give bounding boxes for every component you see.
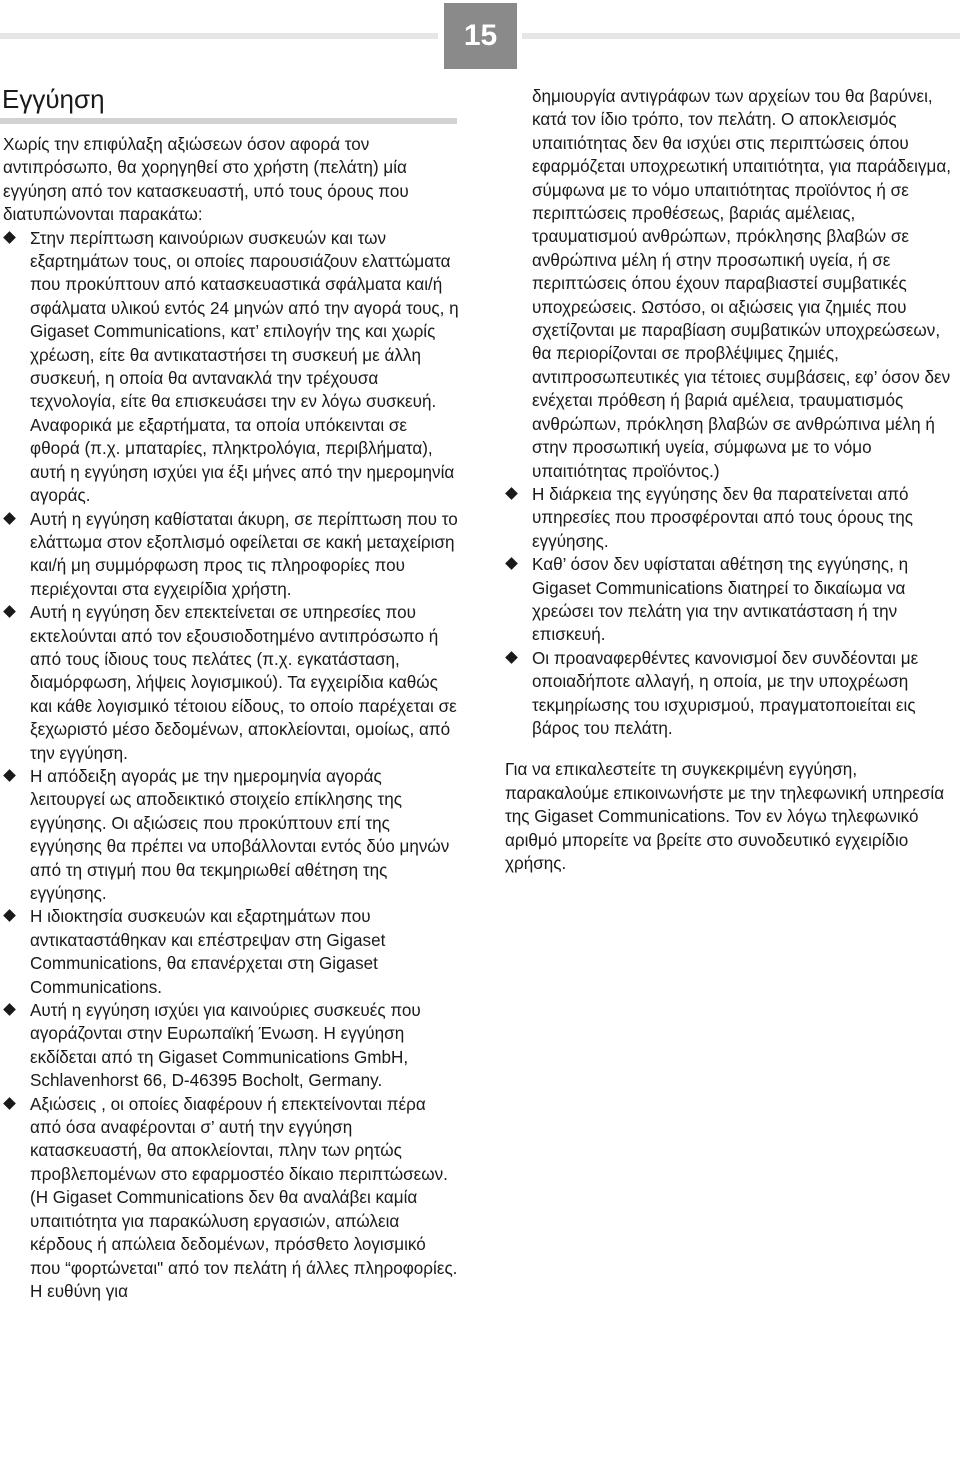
list-item-text: Καθ’ όσον δεν υφίσταται αθέτηση της εγγύησης, η Gigaset Communications διατηρεί το δικαίωμα να χρεώσει τον πελάτη για την αντικατάσταση ή την επισκευή.	[532, 555, 909, 645]
list-item	[3, 601, 459, 765]
list-item-text: Αυτή η εγγύηση ισχύει για καινούριες συσκευές που αγοράζονται στην Ευρωπαϊκή Ένωση. Η εγγύηση εκδίδεται από τη Gigaset Communications GmbH, Schlavenhorst 66, D-46395 Bocholt, Germany.	[30, 1001, 421, 1091]
list-item	[3, 905, 459, 999]
list-item	[3, 765, 459, 905]
diamond-bullet-icon	[3, 769, 16, 782]
diamond-bullet-icon	[505, 651, 518, 664]
warranty-terms-list-continued	[505, 483, 957, 740]
list-item	[505, 553, 957, 647]
diamond-bullet-icon	[505, 557, 518, 570]
list-item-text: Αυτή η εγγύηση καθίσταται άκυρη, σε περίπτωση που το ελάττωμα στον εξοπλισμό οφείλεται σε κακή μεταχείριση και/ή μη συμμόρφωση προς τις πληροφορίες που περιέχονται στα εγχειρίδια χρήστη.	[30, 509, 458, 599]
warranty-terms-list	[3, 227, 459, 1304]
list-item-text: Αξιώσεις , οι οποίες διαφέρουν ή επεκτείνονται πέρα από όσα αναφέρονται σ’ αυτή την εγγύηση κατασκευαστή, θα αποκλείονται, πλην των ρητώς προβλεπομένων στο εφαρμοστέο δίκαιο περιπτώσεων. (Η Gigaset Communications δεν θα αναλάβει καμία υπαιτιότητα για παρακώλυση εργασιών, απώλεια κέρδους ή απώλεια δεδομένων, πρόσθετο λογισμικό που “φορτώνεται" από τον πελάτη ή άλλες πληροφορίες. Η ευθύνη για	[30, 1094, 458, 1301]
list-item-text: Στην περίπτωση καινούριων συσκευών και των εξαρτημάτων τους, οι οποίες παρουσιάζουν ελαττώματα που προκύπτουν από κατασκευαστικά σφάλματα και/ή σφάλματα υλικού εντός 24 μηνών από την αγορά τους, η Gigaset Communications, κατ’ επιλογήν της και χωρίς χρέωση, είτε θα αντικαταστήσει τη συσκευή με άλλη συσκευή, η οποία θα αντανακλά την τρέχουσα τεχνολογία, είτε θα επισκευάσει την εν λόγω συσκευή. Αναφορικά με εξαρτήματα, τα οποία υπόκεινται σε φθορά (π.χ. μπαταρίες, πληκτρολόγια, περιβλήματα), αυτή η εγγύηση ισχύει για έξι μήνες από την ημερομηνία αγοράς.	[30, 228, 459, 506]
diamond-bullet-icon	[3, 605, 16, 618]
list-item	[3, 508, 459, 602]
page-number-badge	[444, 3, 517, 69]
page-number: 15	[463, 19, 498, 52]
diamond-bullet-icon	[3, 1097, 16, 1110]
list-item	[505, 483, 957, 553]
list-item	[3, 1093, 459, 1304]
list-item-text: Η ιδιοκτησία συσκευών και εξαρτημάτων που αντικαταστάθηκαν και επέστρεψαν στη Gigaset Communications, θα επανέρχεται στη Gigaset Communications.	[30, 907, 386, 997]
header-rule-right	[522, 33, 960, 39]
continued-paragraph: δημιουργία αντιγράφων των αρχείων του θα βαρύνει, κατά τον ίδιο τρόπο, τον πελάτη. Ο αποκλεισμός υπαιτιότητας δεν θα ισχύει στις περιπτώσεις όπου εφαρμόζεται υποχρεωτική υπαιτιότητα, για παράδειγμα, σύμφωνα με το νόμο υπαιτιότητας προϊόντος ή σε περιπτώσεις προθέσεως, βαριάς αμέλειας, τραυματισμού ανθρώπων, πρόκλησης βλαβών σε ανθρώπινα μέλη ή στην προσωπική υγεία, ή σε περιπτώσεις όπου έχουν παραβιαστεί συμβατικές υποχρεώσεις. Ωστόσο, οι αξιώσεις για ζημιές που σχετίζονται με παραβίαση συμβατικών υποχρεώσεων, θα περιορίζονται σε προβλέψιμες ζημιές, αντιπροσωπευτικές για τέτοιες συμβάσεις, εφ’ όσον δεν ενέχεται πρόθεση ή βαριά αμέλεια, τραυματισμός ανθρώπων, πρόκληση βλαβών σε ανθρώπινα μέλη ή στην προσωπική υγεία, σύμφωνα με το νόμο υπαιτιότητας προϊόντος.)	[532, 87, 952, 481]
title-underline	[0, 118, 457, 124]
diamond-bullet-icon	[505, 487, 518, 500]
list-item-text: Αυτή η εγγύηση δεν επεκτείνεται σε υπηρεσίες που εκτελούνται από τον εξουσιοδοτημένο αντιπρόσωπο ή από τους ίδιους τους πελάτες (π.χ. εγκατάσταση, διαμόρφωση, λήψεις λογισμικού). Τα εγχειρίδια καθώς και κάθε λογισμικό τέτοιου είδους, το οποίο παρέχεται σε ξεχωριστό μέσο δεδομένων, αποκλείονται, ομοίως, από την εγγύηση.	[30, 603, 457, 763]
list-item-text: Οι προαναφερθέντες κανονισμοί δεν συνδέονται με οποιαδήποτε αλλαγή, η οποία, με την υποχρέωση τεκμηρίωσης του ισχυρισμού, πραγματοποιείται εις βάρος του πελάτη.	[532, 648, 919, 738]
diamond-bullet-icon	[3, 910, 16, 923]
list-item	[3, 999, 459, 1093]
list-item	[505, 647, 957, 741]
diamond-bullet-icon	[3, 231, 16, 244]
right-column	[505, 85, 957, 875]
list-item-text: Η απόδειξη αγοράς με την ημερομηνία αγοράς λειτουργεί ως αποδεικτικό στοιχείο επίκλησης της εγγύησης. Οι αξιώσεις που προκύπτουν επί της εγγύησης θα πρέπει να υποβάλλονται εντός δύο μηνών από τη στιγμή που θα τεκμηριωθεί αθέτηση της εγγύησης.	[30, 766, 450, 903]
list-item-text: Η διάρκεια της εγγύησης δεν θα παρατείνεται από υπηρεσίες που προσφέρονται από τους όρους της εγγύησης.	[532, 484, 913, 551]
list-item	[3, 227, 459, 508]
diamond-bullet-icon	[3, 1003, 16, 1016]
intro-paragraph: Χωρίς την επιφύλαξη αξιώσεων όσον αφορά τον αντιπρόσωπο, θα χορηγηθεί στο χρήστη (πελάτη) μία εγγύηση από τον κατασκευαστή, υπό τους όρους που διατυπώνονται παρακάτω:	[3, 135, 409, 225]
closing-paragraph: Για να επικαλεστείτε τη συγκεκριμένη εγγύηση, παρακαλούμε επικοινωνήστε με την τηλεφωνική υπηρεσία της Gigaset Communications. Τον εν λόγω τηλεφωνικό αριθμό μπορείτε να βρείτε στο συνοδευτικό εγχειρίδιο χρήσης.	[505, 760, 945, 873]
left-column	[3, 133, 459, 1303]
diamond-bullet-icon	[3, 512, 16, 525]
header-rule-left	[0, 33, 438, 39]
section-title: Εγγύηση	[2, 84, 105, 114]
